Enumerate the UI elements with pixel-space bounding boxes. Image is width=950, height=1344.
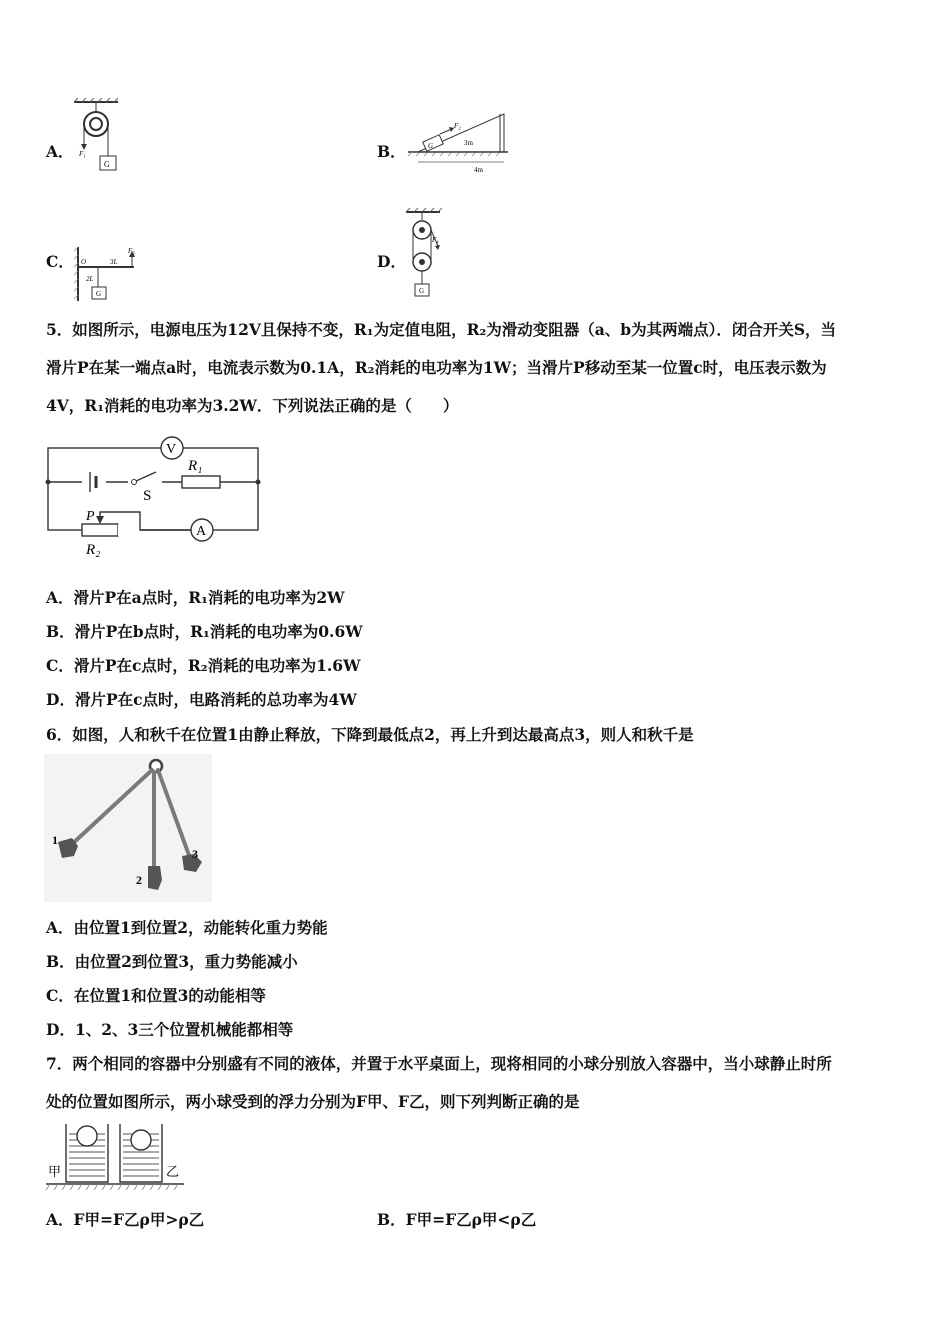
q7-containers-figure bbox=[44, 1120, 186, 1192]
q4-c-arm1-label: 3L bbox=[110, 258, 118, 266]
q4-b-force-label: F₂ bbox=[454, 122, 461, 130]
q7-stem-line2: 处的位置如图所示，两小球受到的浮力分别为F甲、F乙，则下列判断正确的是 bbox=[46, 1092, 580, 1111]
q6-position-2-label: 2 bbox=[136, 873, 142, 887]
q5-slider-label: P bbox=[86, 509, 95, 524]
q5-r2-label: R₂ bbox=[86, 542, 101, 558]
q6-stem: 6．如图，人和秋千在位置1由静止释放，下降到最低点2，再上升到达最高点3，则人和秋千是 bbox=[46, 725, 694, 744]
q4-c-weight-label: G bbox=[96, 290, 102, 298]
q7-stem-line1: 7．两个相同的容器中分别盛有不同的液体，并置于水平桌面上，现将相同的小球分别放入容器中，当小球静止时所 bbox=[46, 1054, 832, 1073]
q5-stem-line3: 4V，R₁消耗的电功率为3.2W．下列说法正确的是（ ） bbox=[46, 396, 459, 415]
q4-c-fulcrum-label: O bbox=[81, 258, 87, 266]
q4-a-weight-label: G bbox=[104, 160, 110, 169]
q6-option-a: A．由位置1到位置2，动能转化重力势能 bbox=[46, 918, 328, 937]
q7-left-label: 甲 bbox=[48, 1164, 62, 1179]
q5-circuit-diagram bbox=[42, 430, 264, 562]
q5-switch-label: S bbox=[143, 488, 152, 504]
q5-r1-label: R₁ bbox=[188, 458, 203, 474]
q5-stem-line2: 滑片P在某一端点a时，电流表示数为0.1A，R₂消耗的电功率为1W；当滑片P移动至某一位置c时，电压表示数为 bbox=[46, 358, 827, 377]
q5-option-a: A．滑片P在a点时，R₁消耗的电功率为2W bbox=[46, 588, 345, 607]
q4-a-force-label: F₁ bbox=[79, 150, 86, 158]
q4-option-a-letter: A． bbox=[46, 142, 74, 161]
q5-voltmeter-label: V bbox=[166, 442, 177, 457]
q4-d-weight-label: G bbox=[419, 287, 425, 295]
q7-option-a: A．F甲=F乙ρ甲>ρ乙 bbox=[46, 1210, 205, 1229]
q4-figure-d-pulley-block bbox=[402, 208, 444, 302]
q4-figure-c-lever bbox=[72, 245, 142, 303]
q6-option-c: C．在位置1和位置3的动能相等 bbox=[46, 986, 266, 1005]
q6-swing-figure bbox=[44, 754, 212, 902]
q4-option-b-letter: B． bbox=[377, 142, 406, 161]
q4-option-c-letter: C． bbox=[46, 252, 74, 271]
q6-position-1-label: 1 bbox=[52, 833, 58, 847]
q4-option-d-letter: D． bbox=[377, 252, 406, 271]
q4-b-base-label: 4m bbox=[474, 166, 483, 174]
q4-c-force-label: F₃ bbox=[128, 247, 135, 255]
q6-position-3-label: 3 bbox=[192, 847, 198, 861]
q6-option-b: B．由位置2到位置3，重力势能减小 bbox=[46, 952, 298, 971]
q7-option-b: B．F甲=F乙ρ甲<ρ乙 bbox=[377, 1210, 537, 1229]
q5-stem-line1: 5．如图所示，电源电压为12V且保持不变，R₁为定值电阻，R₂为滑动变阻器（a、b为其两端点）．闭合开关S，当 bbox=[46, 320, 837, 339]
q6-option-d: D．1、2、3三个位置机械能都相等 bbox=[46, 1020, 294, 1039]
q4-figure-a-pulley bbox=[72, 98, 122, 178]
q5-option-d: D．滑片P在c点时，电路消耗的总功率为4W bbox=[46, 690, 357, 709]
q5-ammeter-label: A bbox=[196, 524, 207, 539]
q5-option-c: C．滑片P在c点时，R₂消耗的电功率为1.6W bbox=[46, 656, 361, 675]
q4-figure-b-incline bbox=[404, 108, 512, 178]
q4-b-height-label: 3m bbox=[464, 139, 473, 147]
q4-c-arm2-label: 2L bbox=[86, 275, 94, 283]
q7-right-label: 乙 bbox=[166, 1164, 180, 1179]
q4-d-force-label: F₄ bbox=[432, 236, 439, 244]
q4-b-block-label: G bbox=[428, 142, 434, 150]
q5-option-b: B．滑片P在b点时，R₁消耗的电功率为0.6W bbox=[46, 622, 363, 641]
